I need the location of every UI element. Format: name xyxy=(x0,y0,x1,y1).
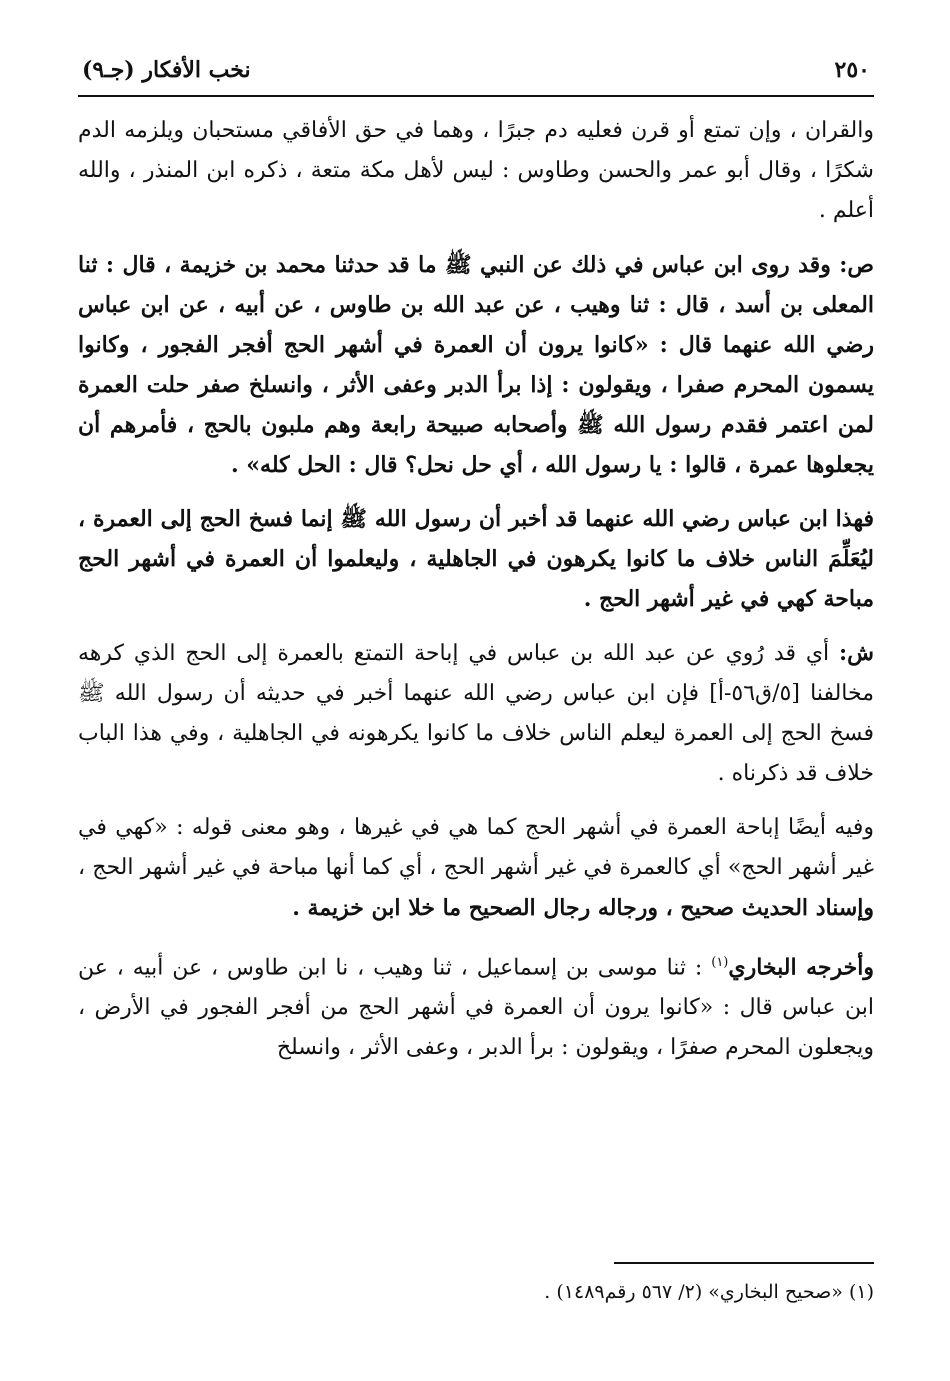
page xyxy=(78,55,874,1303)
paragraph-2 xyxy=(78,245,874,485)
paragraph-2-text: وقد روى ابن عباس في ذلك عن النبي ﷺ ما قد حدثنا محمد بن خزيمة ، قال : ثنا المعلى بن أسد ، قال : ثنا وهيب ، عن عبد الله بن طاوس ، عن أبيه ، عن ابن عباس رضي الله عنهما قال : «كانوا يرون أن العمرة في أشهر الحج أفجر الفجور ، وكانوا يسمون المحرم صفرا ، ويقولون : إذا برأ الدبر وعفى الأثر ، وانسلخ صفر حلت العمرة لمن اعتمر فقدم رسول الله ﷺ وأصحابه صبيحة رابعة وهم ملبون بالحج ، فأمرهم أن يجعلوها عمرة ، قالوا : يا رسول الله ، أي حل نحل؟ قال : الحل كله» . xyxy=(78,252,874,478)
sad-label: ص: xyxy=(839,252,874,278)
paragraph-6 xyxy=(78,943,874,1068)
paragraph-5-bold: وإسناد الحديث صحيح ، ورجاله رجال الصحيح ما خلا ابن خزيمة . xyxy=(292,895,874,921)
paragraph-6-bold: وأخرجه البخاري xyxy=(728,954,874,981)
paragraph-3 xyxy=(78,499,874,619)
shin-label: ش: xyxy=(839,640,874,666)
paragraph-4 xyxy=(78,633,874,794)
paragraph-4-text: أي قد رُوي عن عبد الله بن عباس في إباحة التمتع بالعمرة إلى الحج الذي كرهه مخالفنا [٥/ق٥٦-أ] فإن ابن عباس رضي الله عنهما أخبر في حديثه أن رسول الله ﷺ فسخ الحج إلى العمرة ليعلم الناس خلاف ما كانوا يكرهونه في الجاهلية ، وفي هذا الباب خلاف قد ذكرناه . xyxy=(78,641,874,786)
page-body xyxy=(78,111,874,1068)
book-title: نخب الأفكار (جـ٩) xyxy=(82,57,251,83)
paragraph-3-text: فهذا ابن عباس رضي الله عنهما قد أخبر أن رسول الله ﷺ إنما فسخ الحج إلى العمرة ، ليُعَلِّمَ الناس خلاف ما كانوا يكرهون في الجاهلية ، وليعلموا أن العمرة في أشهر الحج مباحة كهي في غير أشهر الحج . xyxy=(78,506,874,612)
paragraph-5 xyxy=(78,808,874,929)
footnote-ref: (١) xyxy=(711,955,729,970)
paragraph-1 xyxy=(78,111,874,231)
page-header xyxy=(78,55,874,97)
paragraph-6-text: : ثنا موسى بن إسماعيل ، ثنا وهيب ، نا ابن طاوس ، عن أبيه ، عن ابن عباس قال : «كانوا يرون أن العمرة في أشهر الحج من أفجر الفجور في الأرض ، ويجعلون المحرم صفرًا ، ويقولون : برأ الدبر ، وعفى الأثر ، وانسلخ xyxy=(78,955,874,1061)
page-number: ٢٥٠ xyxy=(834,57,870,83)
footnote: (١) «صحيح البخاري» (٢/ ٥٦٧ رقم١٤٨٩) . xyxy=(544,1281,874,1303)
paragraph-5-text: وفيه أيضًا إباحة العمرة في أشهر الحج كما هي في غيرها ، وهو معنى قوله : «كهي في غير أشهر الحج» أي كالعمرة في غير أشهر الحج ، أي كما أنها مباحة في غير أشهر الحج ، xyxy=(78,815,874,880)
footnote-separator xyxy=(614,1262,874,1264)
paragraph-1-text: والقران ، وإن تمتع أو قرن فعليه دم جبرًا ، وهما في حق الأفاقي مستحبان ويلزمه الدم شكرًا ، وقال أبو عمر والحسن وطاوس : ليس لأهل مكة متعة ، ذكره ابن المنذر ، والله أعلم . xyxy=(78,118,874,223)
